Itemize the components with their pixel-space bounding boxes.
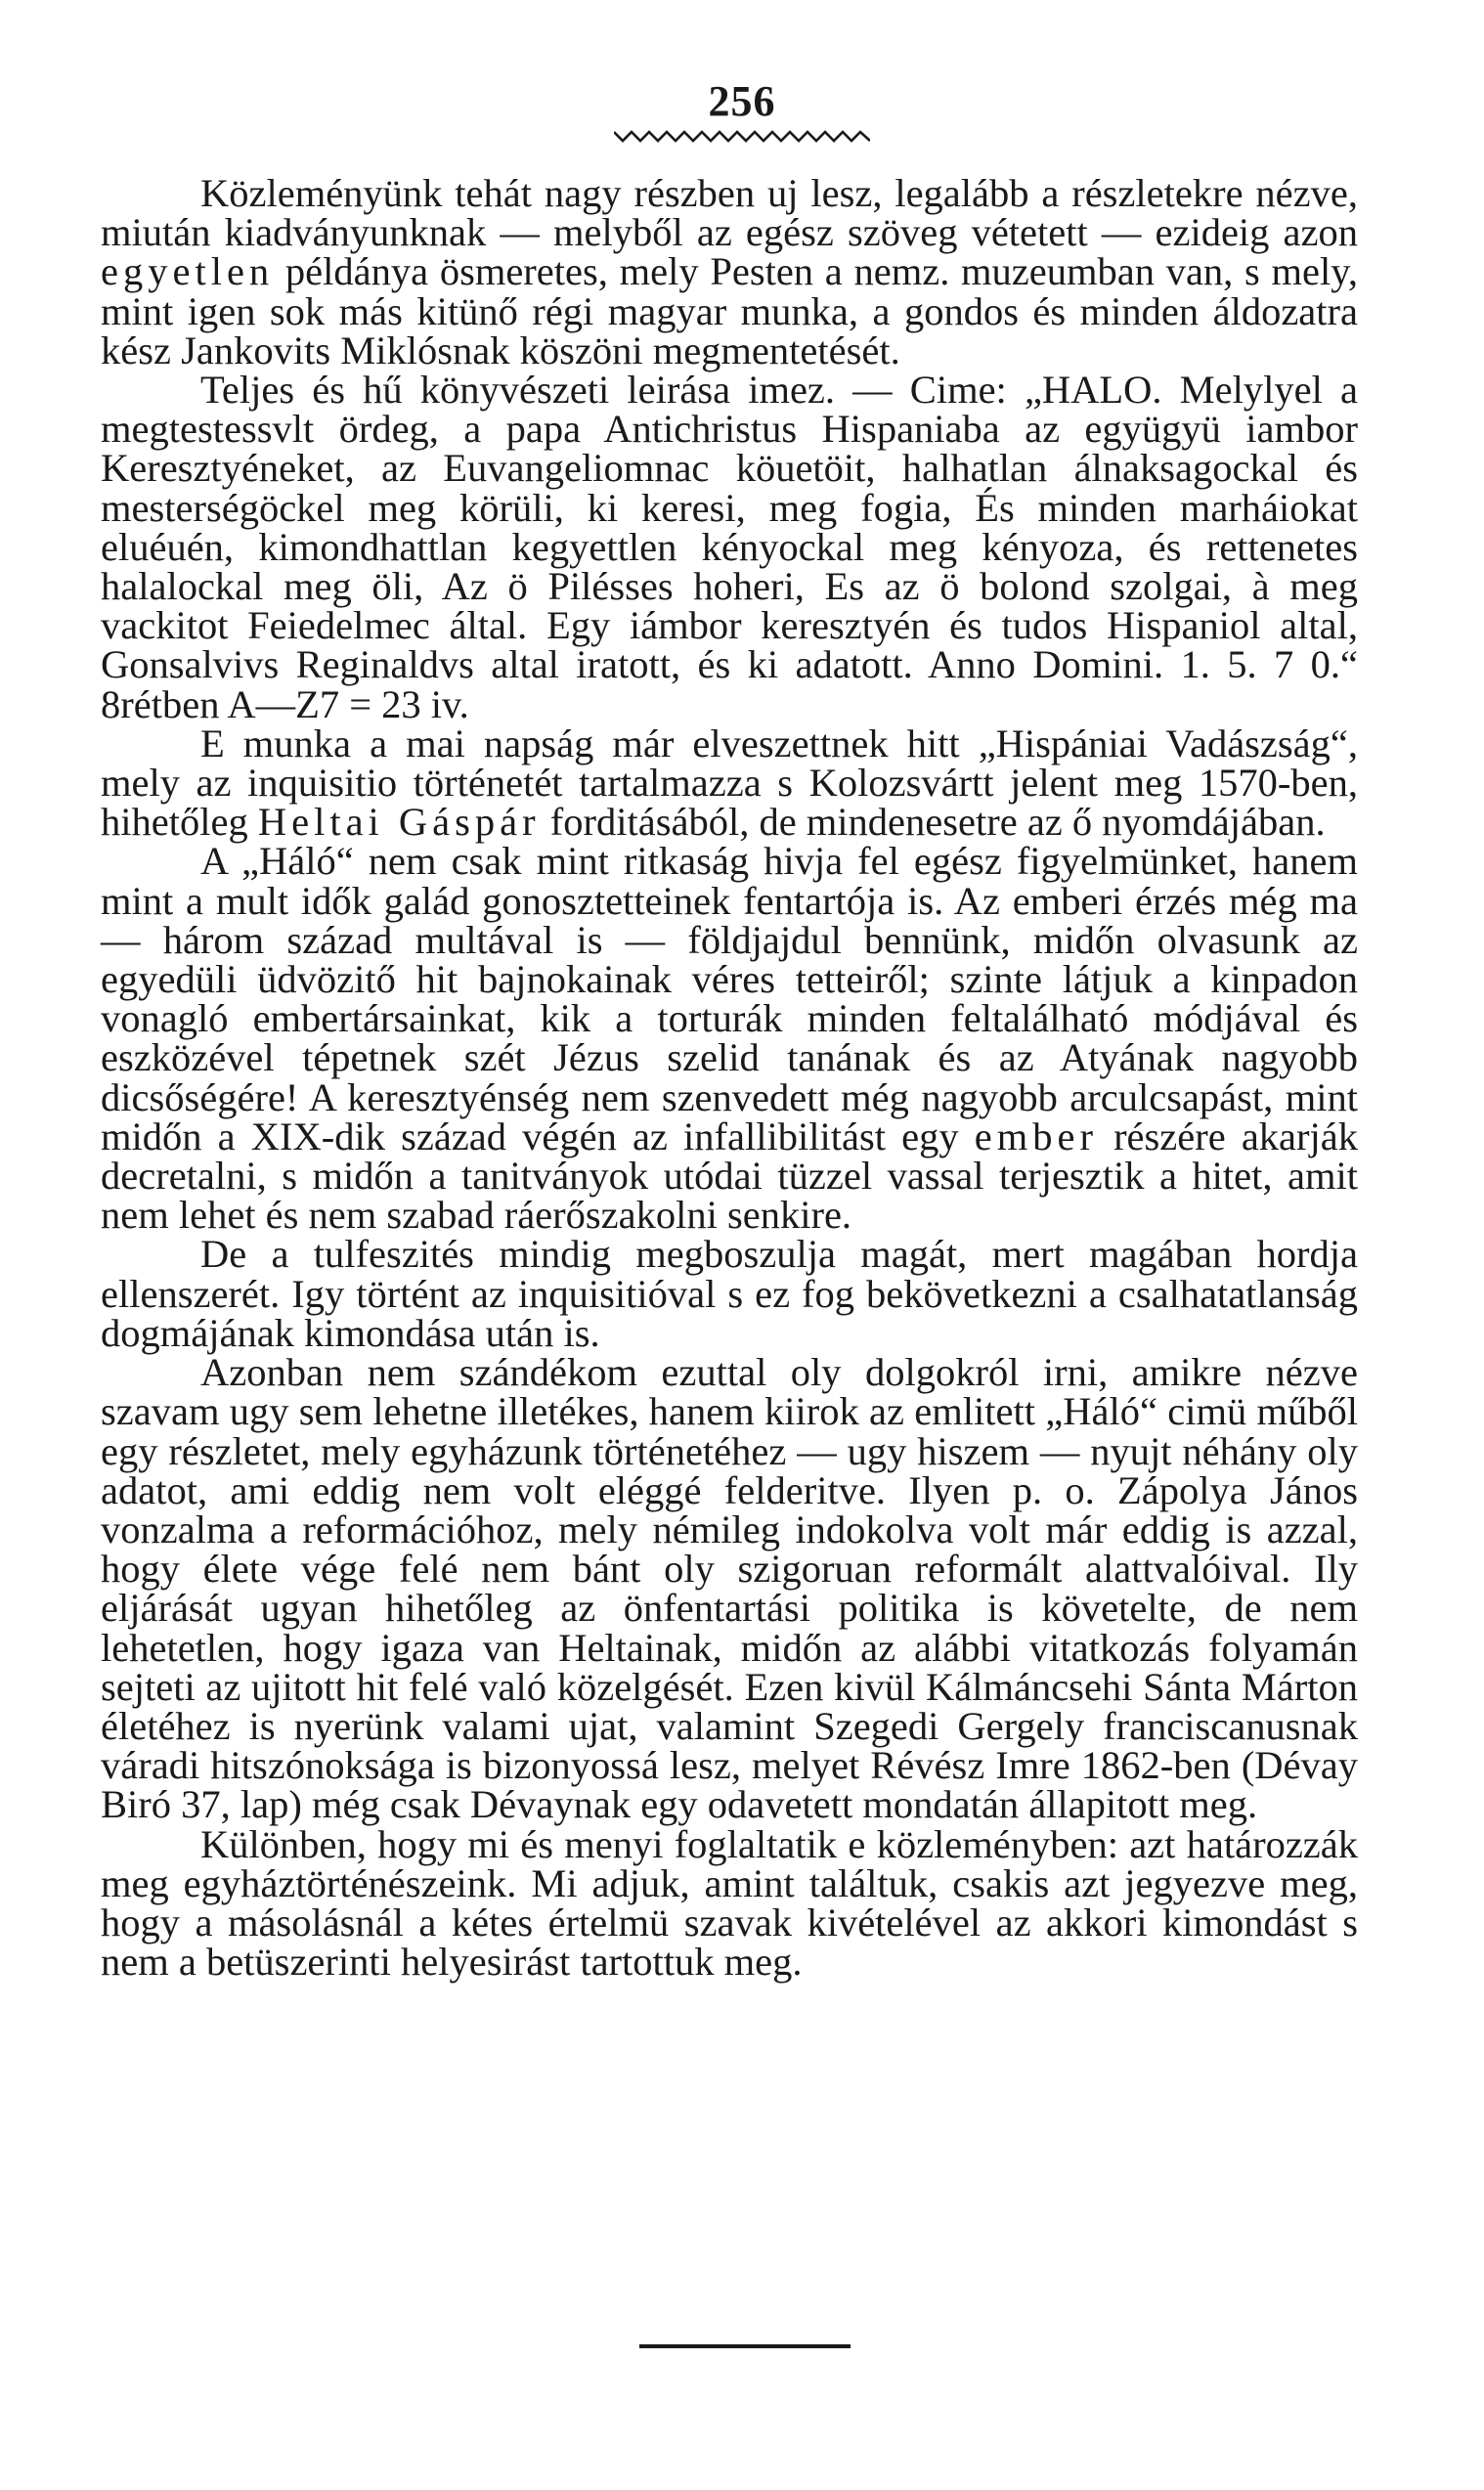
paragraph-text: Különben, hogy mi és menyi foglaltatik e közleményben: azt határozzák meg egyháztörténészeink. Mi adjuk, amint találtuk, csakis azt jegyezve meg, hogy a másolásnál a kétes értelmü szavak kivételével az akkori kimondást s nem a betüszerinti helyesirást tartottuk meg. <box>101 1821 1358 1985</box>
page-number: 256 <box>708 77 776 125</box>
paragraph-p4 <box>101 839 1358 1238</box>
paragraph-text: A „Háló“ nem csak mint ritkaság hivja fel egész figyelmünket, hanem mint a mult idők galád gonosztetteinek fentartója is. Az emberi érzés még ma — három század multával is — földjajdul bennünk, midőn olvasunk az egyedüli üdvözitő hit bajnokainak véres tetteiről; szinte látjuk a kinpadon vonagló embertársainkat, kik a torturák minden feltalálható módjával és eszközével tépetnek szét Jézus szelid tanának és az Atyának nagyobb dicsőségére! A keresztyénség nem szenvedett még nagyobb arculcsapást, mint midőn a XIX-dik század végén az infallibilitást egy <box>101 839 1358 1158</box>
paragraph-p2 <box>101 368 1358 726</box>
paragraph-p5 <box>101 1232 1358 1355</box>
paragraph-text: példánya ösmeretes, mely Pesten a nemz. muzeumban van, s mely, mint igen sok más kitünő régi magyar munka, a gondos és minden áldozatra kész Jankovits Miklósnak köszöni megmentetését. <box>101 249 1358 372</box>
paragraph-text: Azonban nem szándékom ezuttal oly dolgokról irni, amikre nézve szavam ugy sem lehetne illetékes, hanem kiirok az emlitett „Háló“ cimü műből egy részletet, mely egyházunk történetéhez — ugy hiszem — nyujt néhány oly adatot, ami eddig nem volt eléggé felderitve. Ilyen p. o. Zápolya János vonzalma a reformációhoz, mely némileg indokolva volt már eddig is azzal, hogy élete vége felé nem bánt oly szigoruan reformált alattvalóival. Ily eljárását ugyan hihetőleg az önfentartási politika is követelte, de nem lehetetlen, hogy igaza van Heltainak, midőn az alábbi vitatkozás folyamán sejteti az ujitott hit felé való közelgését. Ezen kivül Kálmáncsehi Sánta Márton életéhez is nyerünk valami ujat, valamint Szegedi Gergely franciscanusnak váradi hitszónoksága is bizonyossá lesz, melyet Révész Imre 1862-ben (Dévay Biró 37, lap) még csak Dévaynak egy odavetett mondatán állapitott meg. <box>101 1350 1358 1827</box>
wavy-ornament-line <box>614 132 870 141</box>
paragraph-p7 <box>101 1821 1358 1985</box>
closing-rule <box>639 2344 851 2348</box>
spaced-emphasis-text: ember <box>974 1114 1098 1158</box>
body-text <box>101 171 1358 1985</box>
paragraph-text: részére akarják decretalni, s midőn a tanitványok utódai tüzzel vassal terjesztik a hitet, amit nem lehet és nem szabad ráerőszakolni senkire. <box>101 1114 1358 1238</box>
page-number-ornament <box>614 129 870 145</box>
paragraph-p3 <box>101 721 1358 845</box>
paragraph-text: E munka a mai napság már elveszettnek hitt „Hispániai Vadászság“, mely az inquisitio történetét tartalmazza s Kolozsvártt jelent meg 1570-ben, hihetőleg <box>101 721 1358 845</box>
paragraph-text: Teljes és hű könyvészeti leirása imez. — Cime: „HALO. Melylyel a megtestessvlt ördeg, a papa Antichristus Hispaniaba az együgyü iambor Keresztyéneket, az Euvangeliomnac köuetöit, halhatlan álnaksagockal és mesterségöckel meg körüli, ki keresi, meg fogia, És minden marháiokat eluéuén, kimondhattlan kegyettlen kényockal meg kényoza, és rettenetes halalockal meg öli, Az ö Pilésses hoheri, Es az ö bolond szolgai, à meg vackitot Feiedelmec által. Egy iámbor keresztyén és tudos Hispaniol altal, Gonsalvivs Reginaldvs altal iratott, és ki adatott. Anno Domini. 1. 5. 7 0.“ 8rétben A—Z7 = 23 iv. <box>101 368 1358 726</box>
spaced-emphasis-text: Heltai Gáspár <box>257 800 541 845</box>
spaced-emphasis-text: egyetlen <box>101 249 275 294</box>
paragraph-p6 <box>101 1350 1358 1827</box>
paragraph-p1 <box>101 171 1358 372</box>
paragraph-text: De a tulfeszités mindig megboszulja magát, mert magában hordja ellenszerét. Igy történt az inquisitióval s ez fog bekövetkezni a csalhatatlanság dogmájának kimondása után is. <box>101 1232 1358 1355</box>
paragraph-text: Közleményünk tehát nagy részben uj lesz, legalább a részletekre nézve, miután kiadványunknak — melyből az egész szöveg vétetett — ezideig azon <box>101 171 1358 255</box>
paragraph-text: forditásából, de mindenesetre az ő nyomdájában. <box>540 800 1326 845</box>
